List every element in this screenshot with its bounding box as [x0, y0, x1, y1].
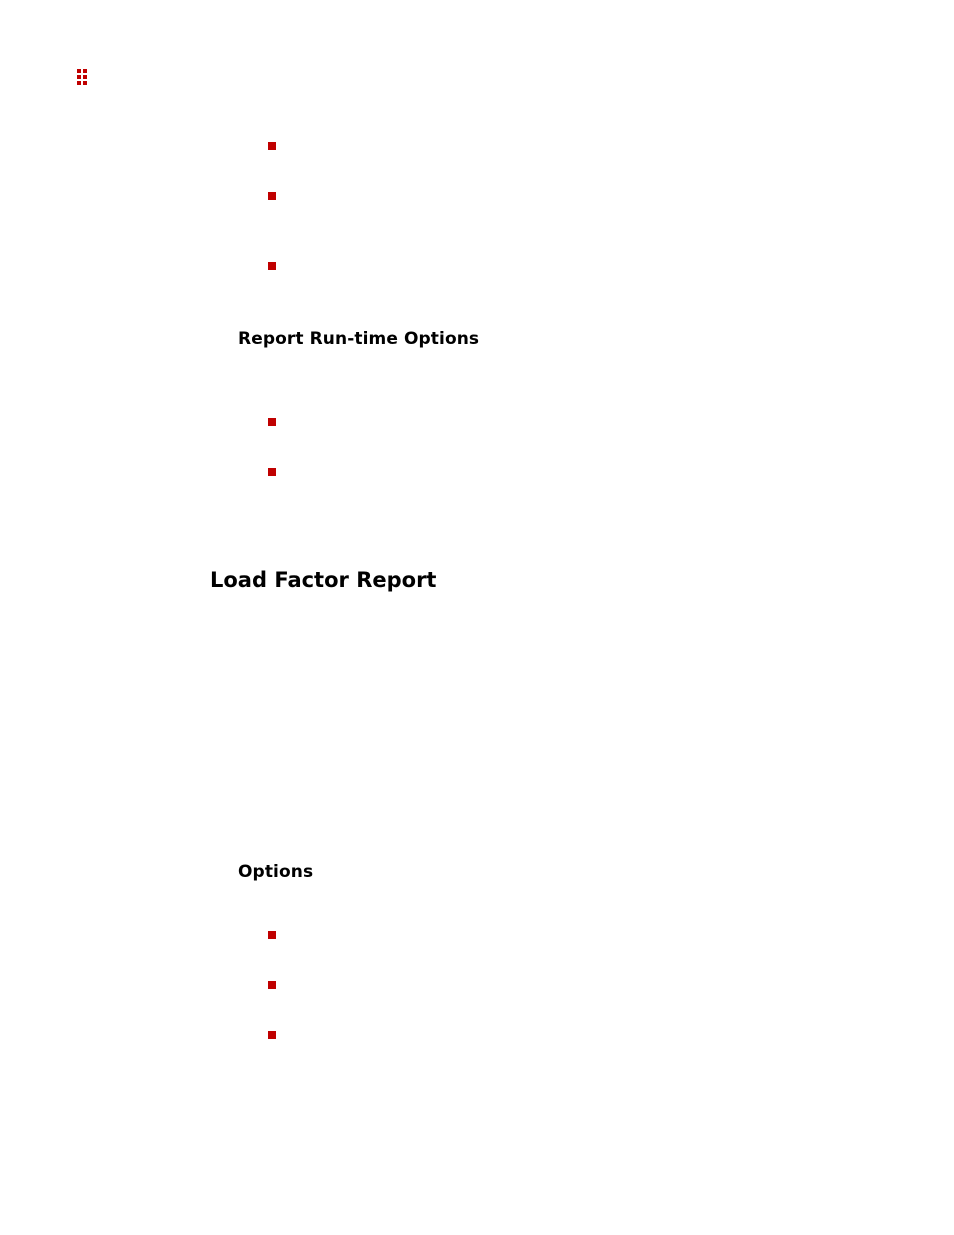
run-time-options-heading: Report Run-time Options [238, 329, 480, 349]
bullet-icon [268, 1031, 276, 1039]
options-heading: Options [238, 862, 314, 882]
bullet-icon [268, 931, 276, 939]
bullet-icon [268, 468, 276, 476]
bullet-icon [268, 142, 276, 150]
bullet-icon [268, 981, 276, 989]
logo-icon [77, 69, 91, 87]
bullet-icon [268, 418, 276, 426]
bullet-icon [268, 262, 276, 270]
bullet-icon [268, 192, 276, 200]
load-factor-report-title: Load Factor Report [210, 568, 437, 592]
